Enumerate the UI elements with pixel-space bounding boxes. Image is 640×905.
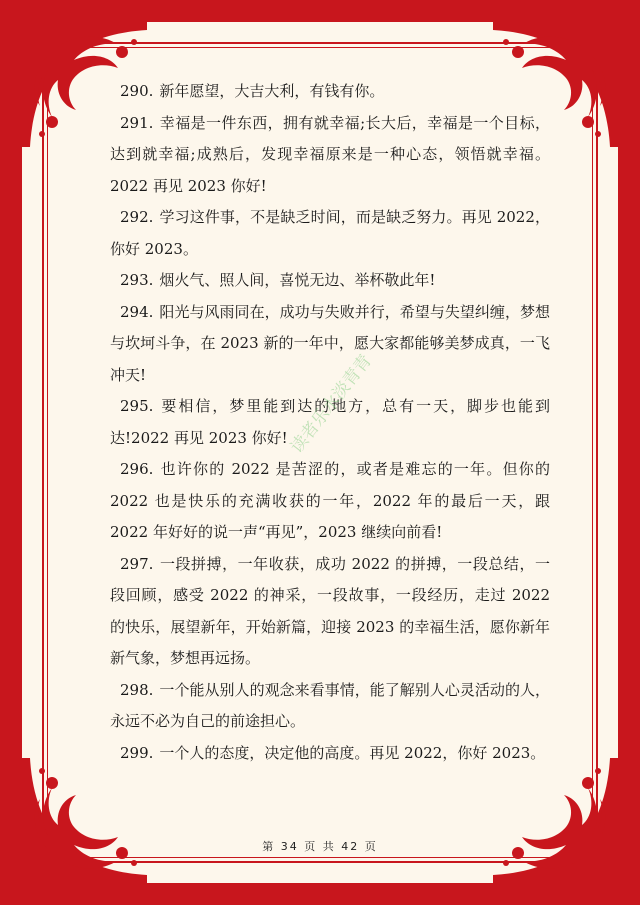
paragraph-297 [110,549,550,675]
paragraph-number: 293. [120,271,154,289]
page-footer: 第 34 页 共 42 页 [262,840,378,853]
paragraph-text: 也许你的 2022 是苦涩的，或者是难忘的一年。但你的 2022 也是快乐的充满收获的一年，2022 年的最后一天，跟 2022 年好好的说一声“再见”，2023 继续向前看! [110,460,550,541]
paragraph-290 [110,76,550,108]
paragraph-292 [110,202,550,265]
corner-ornament-bottom-left-icon [22,758,147,883]
paragraph-text: 要相信，梦里能到达的地方，总有一天，脚步也能到达!2022 再见 2023 你好! [110,397,550,447]
paragraph-text: 烟火气、照人间，喜悦无边、举杯敬此年! [159,271,436,289]
paragraph-number: 297. [120,554,154,573]
paragraph-number: 299. [120,743,154,762]
corner-ornament-bottom-right-icon [493,758,618,883]
paragraph-number: 292. [120,208,154,226]
paragraph-text: 幸福是一件东西，拥有就幸福;长大后，幸福是一个目标，达到就幸福;成熟后，发现幸福原来是一种心态，领悟就幸福。2022 再见 2023 你好! [110,113,550,195]
paragraph-296 [110,454,550,549]
watermark-text: 读者乐水淡青青 [286,350,376,458]
paragraph-text: 阳光与风雨同在，成功与失败并行，希望与失望纠缠，梦想与坎坷斗争，在 2023 新的一年中，愿大家都能够美梦成真，一飞冲天! [110,302,550,384]
paragraph-text: 新年愿望，大吉大利，有钱有你。 [159,82,385,100]
paragraph-number: 296. [120,460,154,478]
paragraph-number: 295. [120,397,154,415]
paragraph-text: 一段拼搏，一年收获，成功 2022 的拼搏，一段总结，一段回顾，感受 2022 的神采，一段故事，一段经历，走过 2022 的快乐，展望新年，开始新篇，迎接 2023 的幸福生活，愿你新年新气象，梦想再远扬。 [110,554,550,667]
paragraph-299 [110,738,550,770]
paragraph-text: 一个能从别人的观念来看事情，能了解别人心灵活动的人，永远不必为自己的前途担心。 [110,680,550,730]
paragraph-text: 一个人的态度，决定他的高度。再见 2022，你好 2023。 [159,743,546,762]
paragraph-number: 294. [120,302,154,321]
paragraph-number: 290. [120,82,154,100]
paragraph-291 [110,108,550,203]
document-body [110,76,550,769]
paragraph-text: 学习这件事，不是缺乏时间，而是缺乏努力。再见 2022，你好 2023。 [110,208,550,258]
paragraph-number: 291. [120,113,154,132]
paragraph-294 [110,297,550,392]
paragraph-293 [110,265,550,297]
paragraph-number: 298. [120,680,154,699]
paragraph-298 [110,675,550,738]
